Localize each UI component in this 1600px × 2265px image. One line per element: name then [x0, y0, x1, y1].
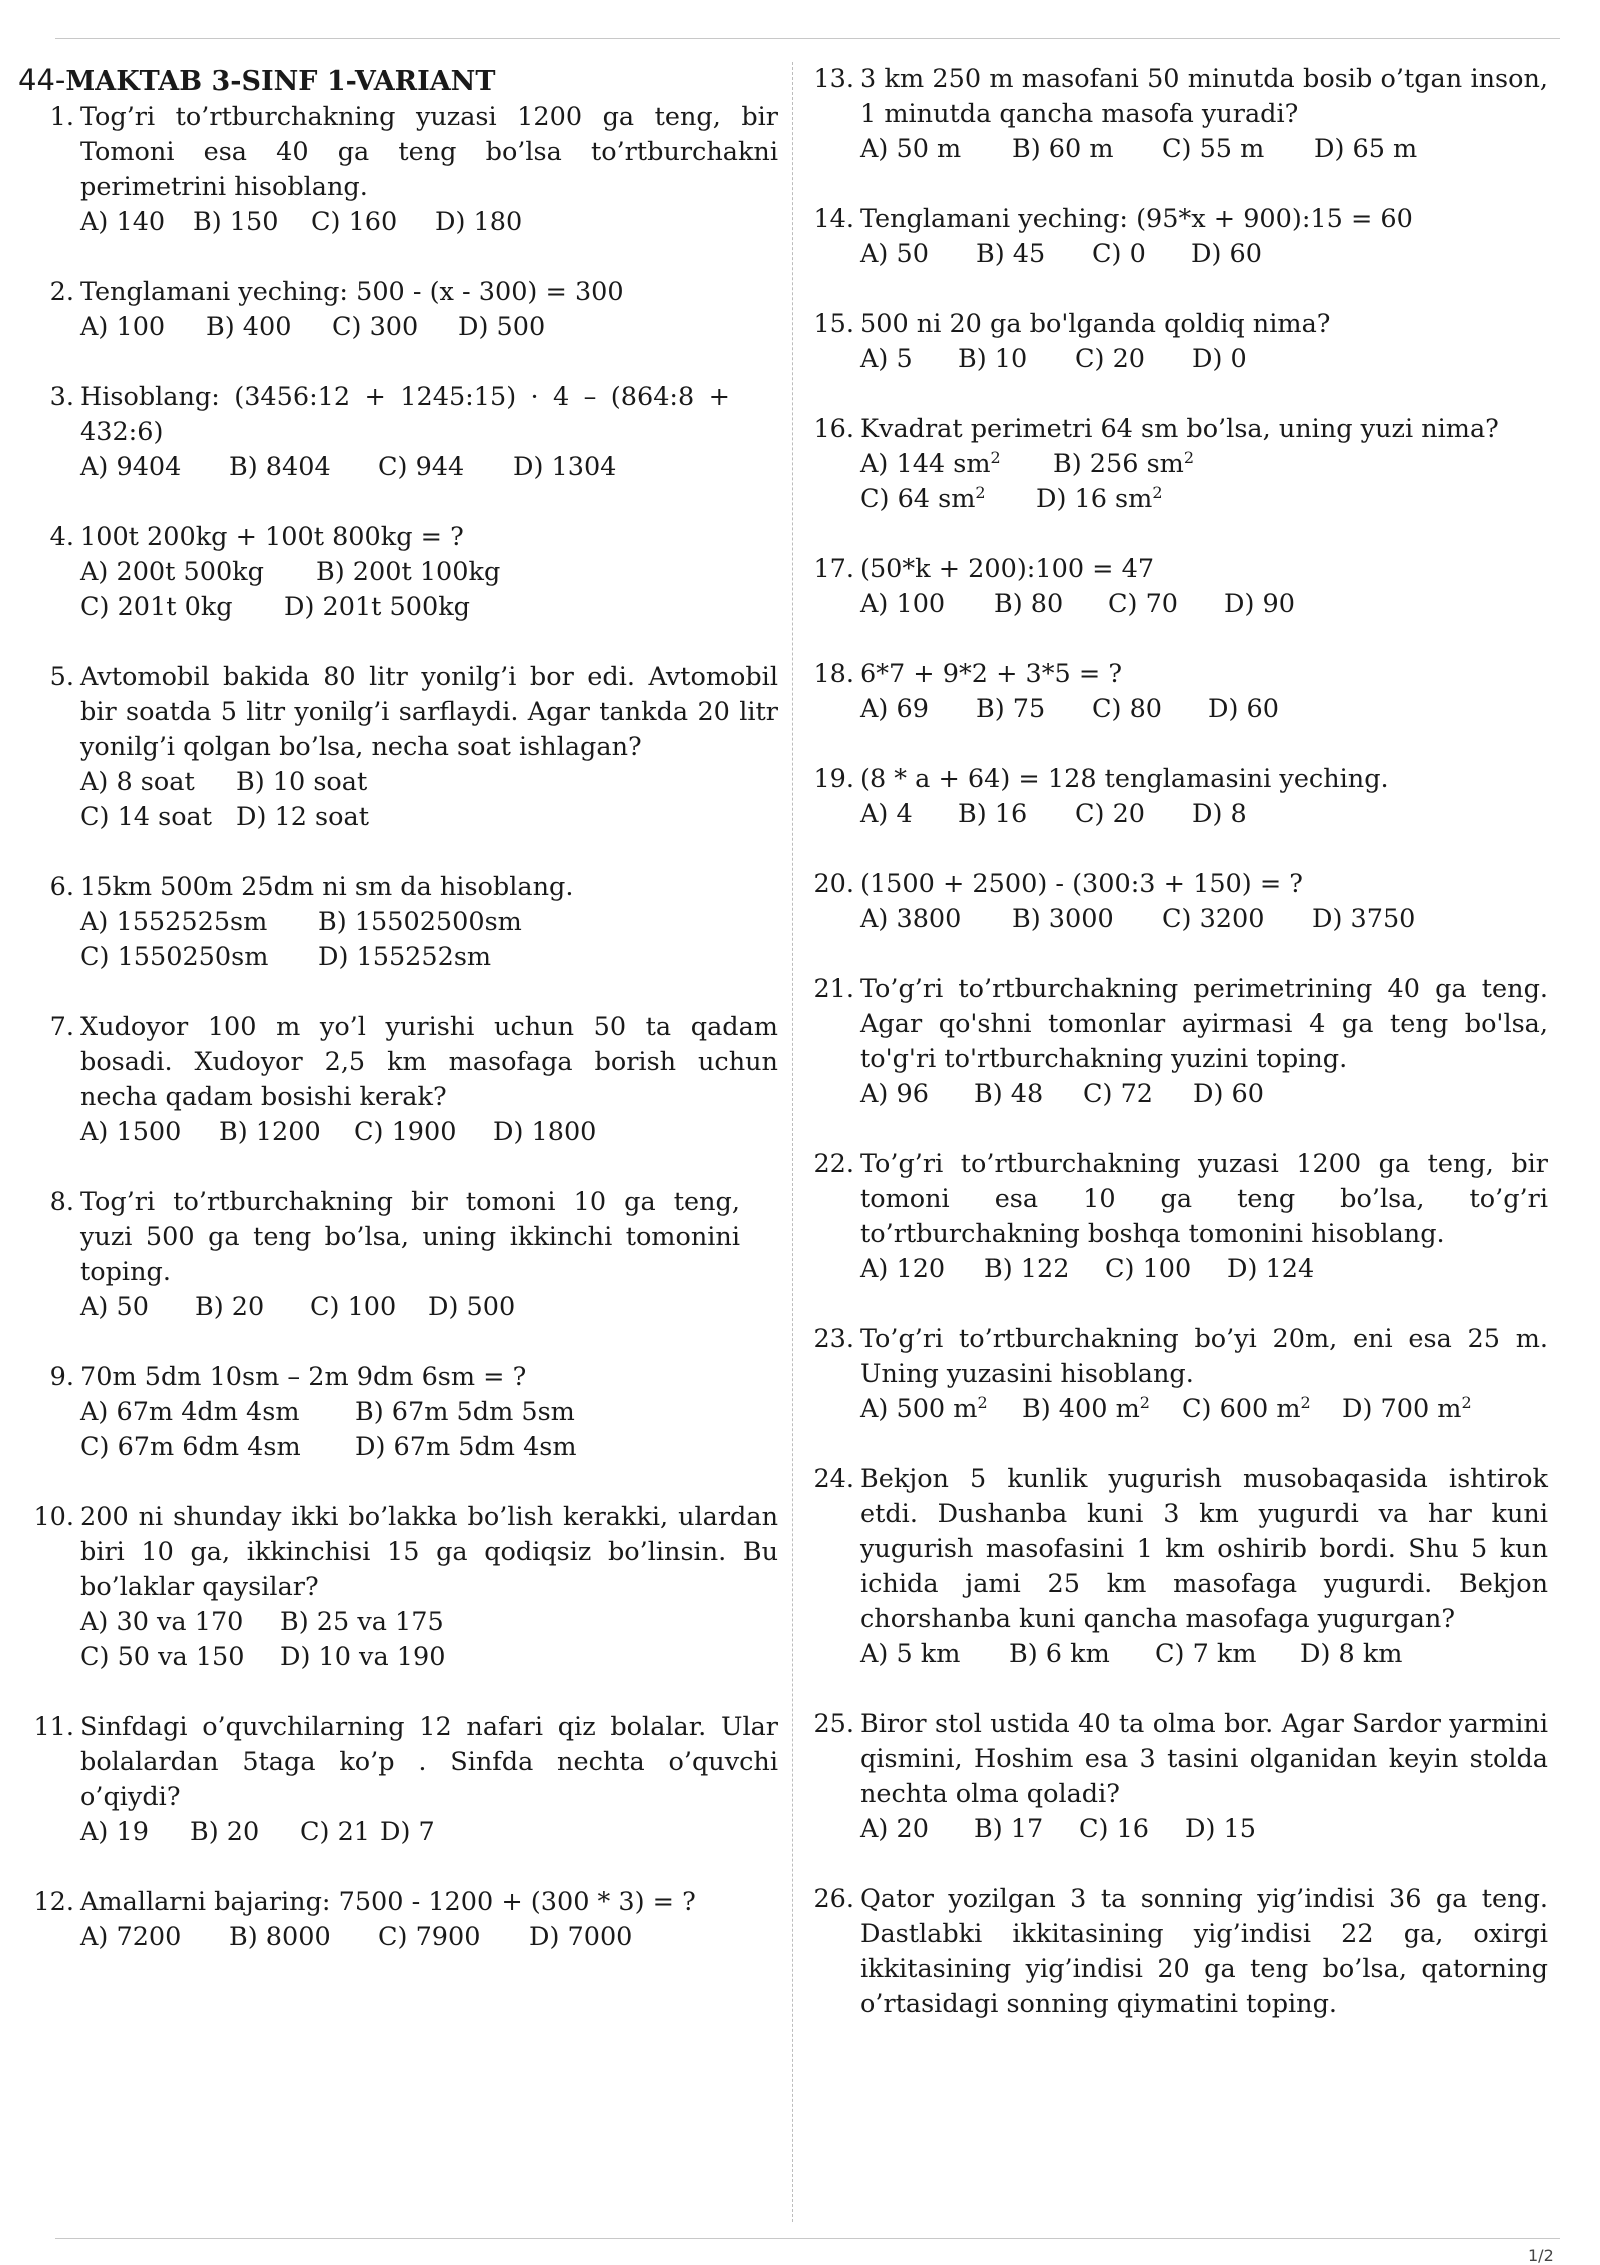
- option-d: D) 60: [1208, 694, 1279, 724]
- option-d: D) 8: [1192, 799, 1247, 829]
- page-title: [18, 62, 778, 100]
- option-d: D) 155252sm: [318, 942, 492, 972]
- option-c: C) 20: [1075, 344, 1146, 374]
- question-text: Sinfdagi o’quvchilarning 12 nafari qiz bolalar. Ular bolalardan 5taga ko’p . Sinfda nechta o’quvchi o’qiydi?: [80, 1712, 778, 1812]
- question-5: [18, 660, 778, 835]
- option-c: C) 20: [1075, 799, 1146, 829]
- answer-options: [80, 1605, 500, 1675]
- option-c: C) 70: [1108, 589, 1179, 619]
- question-text: 100t 200kg + 100t 800kg = ?: [80, 522, 464, 552]
- bottom-rule: [55, 2238, 1560, 2239]
- answer-options: [80, 205, 778, 240]
- question-text: 6*7 + 9*2 + 3*5 = ?: [860, 659, 1122, 689]
- option-c: C) 55 m: [1162, 134, 1265, 164]
- option-a: A) 1500: [80, 1117, 182, 1147]
- question-text: Xudoyor 100 m yo’l yurishi uchun 50 ta qadam bosadi. Xudoyor 2,5 km masofaga borish uchun necha qadam bosishi kerak?: [80, 1012, 778, 1112]
- option-d: D) 0: [1192, 344, 1247, 374]
- question-26: [798, 1882, 1548, 2022]
- option-c: C) 80: [1092, 694, 1163, 724]
- option-a: A) 1552525sm: [80, 907, 268, 937]
- option-d: D) 10 va 190: [280, 1642, 446, 1672]
- question-text: 3 km 250 m masofani 50 minutda bosib o’tgan inson, 1 minutda qancha masofa yuradi?: [860, 64, 1548, 129]
- question-number: 23.: [813, 1324, 854, 1354]
- option-a: A) 50: [860, 239, 929, 269]
- question-number: 9.: [49, 1362, 74, 1392]
- option-c: C) 160: [311, 207, 398, 237]
- question-7: [18, 1010, 778, 1150]
- option-a: A) 96: [860, 1079, 929, 1109]
- option-c: C) 0: [1092, 239, 1146, 269]
- answer-options: [860, 237, 1548, 272]
- question-17: [798, 552, 1548, 622]
- question-text: Bekjon 5 kunlik yugurish musobaqasida ishtirok etdi. Dushanba kuni 3 km yugurdi va har kuni yugurish masofasini 1 km oshirib bordi. Shu 5 kun ichida jami 25 km masofaga yugurdi. Bekjon chorshanba kuni qancha masofaga yugurgan?: [860, 1464, 1548, 1634]
- option-a: A) 50: [80, 1292, 149, 1322]
- question-text: Avtomobil bakida 80 litr yonilg’i bor edi. Avtomobil bir soatda 5 litr yonilg’i sarflaydi. Agar tankda 20 litr yonilg’i qolgan bo’lsa, necha soat ishlagan?: [80, 662, 778, 762]
- option-c: C) 50 va 150: [80, 1642, 245, 1672]
- question-20: [798, 867, 1548, 937]
- option-b: B) 67m 5dm 5sm: [355, 1397, 575, 1427]
- option-c: C) 100: [310, 1292, 397, 1322]
- option-d: D) 60: [1193, 1079, 1264, 1109]
- option-d: D) 124: [1227, 1254, 1315, 1284]
- option-c: C) 300: [332, 312, 419, 342]
- question-text: Amallarni bajaring: 7500 - 1200 + (300 * 3) = ?: [80, 1887, 696, 1917]
- option-d: D) 90: [1224, 589, 1295, 619]
- question-15: [798, 307, 1548, 377]
- question-1: [18, 100, 778, 240]
- question-22: [798, 1147, 1548, 1287]
- option-c: C) 201t 0kg: [80, 592, 233, 622]
- question-number: 1.: [49, 102, 74, 132]
- option-c: C) 600 $m^2$: [1182, 1393, 1311, 1424]
- answer-options: [860, 797, 1548, 832]
- question-19: [798, 762, 1548, 832]
- answer-options: [80, 1290, 778, 1325]
- option-a: A) 7200: [80, 1922, 182, 1952]
- option-a: A) 5 km: [860, 1639, 961, 1669]
- question-6: [18, 870, 778, 975]
- question-number: 3.: [49, 382, 74, 412]
- option-b: B) 20: [195, 1292, 265, 1322]
- option-c: C) 100: [1105, 1254, 1192, 1284]
- question-text: Biror stol ustida 40 ta olma bor. Agar Sardor yarmini qismini, Hoshim esa 3 tasini olganidan keyin stolda nechta olma qoladi?: [860, 1709, 1548, 1809]
- option-b: B) 25 va 175: [280, 1607, 444, 1637]
- question-text: Tenglamani yeching: (95*x + 900):15 = 60: [860, 204, 1413, 234]
- option-c: C) 21: [300, 1817, 371, 1847]
- title-text: MAKTAB 3-SINF 1-VARIANT: [65, 66, 496, 97]
- option-a: A) 120: [860, 1254, 946, 1284]
- question-3: [18, 380, 778, 485]
- option-d: D) 500: [428, 1292, 516, 1322]
- question-25: [798, 1707, 1548, 1847]
- option-a: A) 500 $m^2$: [860, 1393, 988, 1424]
- question-12: [18, 1885, 778, 1955]
- question-number: 4.: [49, 522, 74, 552]
- question-21: [798, 972, 1548, 1112]
- option-b: B) 10: [958, 344, 1028, 374]
- question-text: 200 ni shunday ikki bo’lakka bo’lish kerakki, ulardan biri 10 ga, ikkinchisi 15 ga qodiqsiz bo’linsin. Bu bo’laklar qaysilar?: [80, 1502, 778, 1602]
- answer-options: [80, 555, 530, 625]
- answer-options: [80, 1115, 778, 1150]
- question-number: 22.: [813, 1149, 854, 1179]
- option-c: C) 3200: [1162, 904, 1265, 934]
- question-number: 2.: [49, 277, 74, 307]
- option-b: B) 16: [958, 799, 1028, 829]
- question-number: 17.: [813, 554, 854, 584]
- option-d: D) 60: [1191, 239, 1262, 269]
- answer-options: [80, 905, 580, 975]
- question-number: 7.: [49, 1012, 74, 1042]
- answer-options: [860, 1392, 1548, 1427]
- question-text: Tog’ri to’rtburchakning bir tomoni 10 ga teng, yuzi 500 ga teng bo’lsa, uning ikkinchi tomonini toping.: [80, 1187, 740, 1287]
- option-d: D) 7: [380, 1817, 435, 1847]
- option-d: D) 15: [1185, 1814, 1256, 1844]
- option-a: A) 19: [80, 1817, 149, 1847]
- question-10: [18, 1500, 778, 1675]
- option-a: A) 20: [860, 1814, 929, 1844]
- question-number: 14.: [813, 204, 854, 234]
- question-14: [798, 202, 1548, 272]
- option-b: B) 200t 100kg: [316, 557, 501, 587]
- question-number: 26.: [813, 1884, 854, 1914]
- question-16: [798, 412, 1548, 517]
- question-text: (8 * a + 64) = 128 tenglamasini yeching.: [860, 764, 1389, 794]
- question-text: To’g’ri to’rtburchakning perimetrining 40 ga teng. Agar qo'shni tomonlar ayirmasi 4 ga teng bo'lsa, to'g'ri to'rtburchakning yuzini toping.: [860, 974, 1548, 1074]
- option-b: B) 10 soat: [236, 767, 368, 797]
- question-text: Hisoblang: (3456:12 + 1245:15) · 4 – (864:8 + 432:6): [80, 382, 730, 447]
- option-b: B) 45: [976, 239, 1046, 269]
- option-b: B) 17: [974, 1814, 1044, 1844]
- option-b: B) 75: [976, 694, 1046, 724]
- option-d: D) 3750: [1312, 904, 1416, 934]
- option-d: D) 500: [458, 312, 546, 342]
- answer-options: [860, 447, 1240, 517]
- question-number: 19.: [813, 764, 854, 794]
- option-a: A) 100: [860, 589, 946, 619]
- option-a: A) 67m 4dm 4sm: [80, 1397, 300, 1427]
- answer-options: [860, 1077, 1548, 1112]
- question-number: 10.: [33, 1502, 74, 1532]
- answer-options: [860, 1812, 1548, 1847]
- answer-options: [80, 450, 778, 485]
- question-number: 20.: [813, 869, 854, 899]
- page-number: 1/2: [1528, 2246, 1554, 2265]
- option-a: A) 140: [80, 207, 166, 237]
- option-b: B) 15502500sm: [318, 907, 522, 937]
- option-b: B) 80: [994, 589, 1064, 619]
- question-2: [18, 275, 778, 345]
- option-d: D) 700 $m^2$: [1342, 1393, 1472, 1424]
- question-text: Tenglamani yeching: 500 - (x - 300) = 300: [80, 277, 624, 307]
- question-number: 24.: [813, 1464, 854, 1494]
- option-b: B) 150: [193, 207, 279, 237]
- question-text: Tog’ri to’rtburchakning yuzasi 1200 ga teng, bir Tomoni esa 40 ga teng bo’lsa to’rtburchakni perimetrini hisoblang.: [80, 102, 778, 202]
- option-c: C) 1900: [354, 1117, 457, 1147]
- question-text: Kvadrat perimetri 64 sm bo’lsa, uning yuzi nima?: [860, 414, 1499, 444]
- question-number: 11.: [33, 1712, 74, 1742]
- option-a: A) 200t 500kg: [80, 557, 264, 587]
- question-text: Qator yozilgan 3 ta sonning yig’indisi 36 ga teng. Dastlabki ikkitasining yig’indisi 22 ga, oxirgi ikkitasining yig’indisi 20 ga teng bo’lsa, qatorning o’rtasidagi sonning qiymatini toping.: [860, 1884, 1548, 2019]
- option-a: A) 8 soat: [80, 767, 195, 797]
- answer-options: [80, 1920, 778, 1955]
- column-divider: [792, 62, 793, 2222]
- option-c: C) 944: [378, 452, 465, 482]
- option-a: A) 4: [860, 799, 913, 829]
- option-d: D) 16 $sm^2$: [1036, 483, 1163, 514]
- question-number: 15.: [813, 309, 854, 339]
- question-number: 18.: [813, 659, 854, 689]
- option-b: B) 400 $m^2$: [1022, 1393, 1150, 1424]
- question-text: 15km 500m 25dm ni sm da hisoblang.: [80, 872, 574, 902]
- answer-options: [860, 1637, 1548, 1672]
- answer-options: [860, 342, 1548, 377]
- answer-options: [860, 132, 1548, 167]
- question-13: [798, 62, 1548, 167]
- option-b: B) 60 m: [1012, 134, 1114, 164]
- question-8: [18, 1185, 778, 1325]
- option-d: D) 201t 500kg: [284, 592, 470, 622]
- answer-options: [80, 765, 480, 835]
- answer-options: [80, 1815, 778, 1850]
- question-text: To’g’ri to’rtburchakning yuzasi 1200 ga teng, bir tomoni esa 10 ga teng bo’lsa, to’g’ri to’rtburchakning boshqa tomonini hisoblang.: [860, 1149, 1548, 1249]
- option-b: B) 400: [206, 312, 292, 342]
- option-b: B) 122: [984, 1254, 1070, 1284]
- option-d: D) 65 m: [1314, 134, 1418, 164]
- option-d: D) 180: [435, 207, 523, 237]
- answer-options: [80, 310, 778, 345]
- option-c: C) 1550250sm: [80, 942, 269, 972]
- option-a: A) 3800: [860, 904, 962, 934]
- question-4: [18, 520, 778, 625]
- answer-options: [860, 902, 1548, 937]
- option-c: C) 72: [1083, 1079, 1154, 1109]
- option-b: B) 8404: [229, 452, 331, 482]
- option-a: A) 5: [860, 344, 913, 374]
- question-number: 21.: [813, 974, 854, 1004]
- top-rule: [55, 38, 1560, 39]
- option-c: C) 14 soat: [80, 802, 213, 832]
- option-d: D) 67m 5dm 4sm: [355, 1432, 577, 1462]
- option-a: A) 9404: [80, 452, 182, 482]
- option-b: B) 1200: [219, 1117, 321, 1147]
- option-a: A) 144 $sm^2$: [860, 448, 1001, 479]
- option-b: B) 3000: [1012, 904, 1114, 934]
- title-number: 44-: [18, 63, 66, 97]
- question-number: 12.: [33, 1887, 74, 1917]
- question-number: 5.: [49, 662, 74, 692]
- option-d: D) 1800: [493, 1117, 597, 1147]
- option-d: D) 1304: [513, 452, 617, 482]
- question-number: 8.: [49, 1187, 74, 1217]
- question-number: 13.: [813, 64, 854, 94]
- option-c: C) 64 $sm^2$: [860, 483, 986, 514]
- option-b: B) 6 km: [1009, 1639, 1110, 1669]
- option-a: A) 100: [80, 312, 166, 342]
- option-c: C) 7 km: [1155, 1639, 1257, 1669]
- question-text: 500 ni 20 ga bo'lganda qoldiq nima?: [860, 309, 1331, 339]
- question-number: 6.: [49, 872, 74, 902]
- question-text: To’g’ri to’rtburchakning bo’yi 20m, eni esa 25 m. Uning yuzasini hisoblang.: [860, 1324, 1548, 1389]
- left-column: [18, 62, 778, 1990]
- right-column: [798, 62, 1548, 2057]
- option-a: A) 69: [860, 694, 929, 724]
- question-24: [798, 1462, 1548, 1672]
- option-d: D) 7000: [529, 1922, 633, 1952]
- option-b: B) 20: [190, 1817, 260, 1847]
- option-b: B) 8000: [229, 1922, 331, 1952]
- option-b: B) 256 $sm^2$: [1053, 448, 1195, 479]
- option-c: C) 16: [1079, 1814, 1150, 1844]
- question-9: [18, 1360, 778, 1465]
- question-23: [798, 1322, 1548, 1427]
- question-18: [798, 657, 1548, 727]
- option-a: A) 50 m: [860, 134, 962, 164]
- option-b: B) 48: [974, 1079, 1044, 1109]
- question-text: (50*k + 200):100 = 47: [860, 554, 1155, 584]
- option-d: D) 8 km: [1300, 1639, 1403, 1669]
- answer-options: [80, 1395, 600, 1465]
- answer-options: [860, 587, 1548, 622]
- option-a: A) 30 va 170: [80, 1607, 244, 1637]
- question-11: [18, 1710, 778, 1850]
- question-text: (1500 + 2500) - (300:3 + 150) = ?: [860, 869, 1303, 899]
- question-text: 70m 5dm 10sm – 2m 9dm 6sm = ?: [80, 1362, 527, 1392]
- question-number: 25.: [813, 1709, 854, 1739]
- answer-options: [860, 1252, 1548, 1287]
- answer-options: [860, 692, 1548, 727]
- question-number: 16.: [813, 414, 854, 444]
- option-c: C) 67m 6dm 4sm: [80, 1432, 301, 1462]
- option-c: C) 7900: [378, 1922, 481, 1952]
- option-d: D) 12 soat: [236, 802, 369, 832]
